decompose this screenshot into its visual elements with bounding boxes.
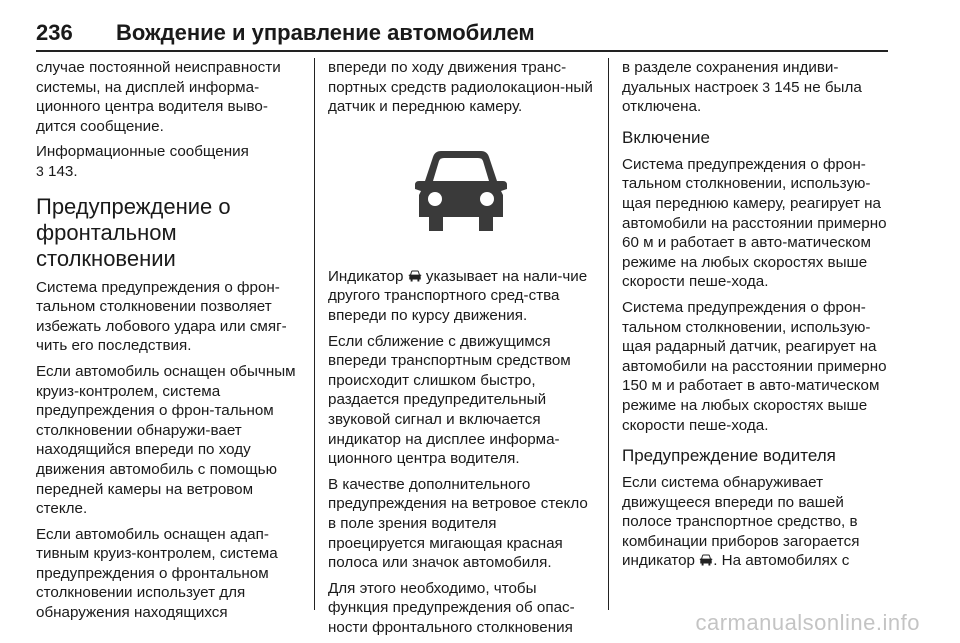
indicator-text: Индикатор — [328, 267, 404, 285]
paragraph-crossref — [622, 58, 888, 117]
column-divider — [608, 58, 609, 610]
car-front-icon — [408, 270, 422, 282]
crossref-text: в разделе сохранения индиви-дуальных настроек — [622, 59, 839, 96]
indicator-text: указывает на нали-чие другого транспортного сред-ства впереди по курсу движения. — [328, 267, 588, 324]
paragraph: Если автомобиль оснащен обычным круиз-контролем, система предупреждения о фрон-тальном столкновении обнаружи-вает находящийся впереди по ходу движения автомобиль с помощью передней камеры на ветровом стекле. — [36, 362, 296, 518]
paragraph: Для этого необходимо, чтобы функция предупреждения об опас-ности фронтального столкновения — [328, 579, 575, 636]
page-number: 236 — [36, 20, 73, 45]
subsection-heading: Включение — [622, 127, 710, 147]
column-right — [622, 58, 888, 577]
paragraph: В качестве дополнительного предупреждения на ветровое стекло в поле зрения водителя проецируется мигающая красная полоса или значок автомобиля. — [328, 475, 588, 572]
vehicle-ahead-indicator-illustration — [328, 131, 594, 251]
crossref-text: Информационные сообщения — [36, 143, 249, 161]
column-left — [36, 58, 302, 629]
indicator-text: . На автомобилях с — [713, 552, 850, 570]
page-header — [36, 20, 888, 52]
paragraph: Система предупреждения о фрон-тальном столкновении, использую-щая радарный датчик, реагирует на автомобили на расстоянии примерно 150 м и работает в авто-матическом режиме на любых скоростях выше скорости пеше-хода. — [622, 298, 887, 434]
watermark: carmanualsonline.info — [695, 610, 920, 635]
indicator-text: Если система обнаруживает движущееся впереди по вашей полосе транспортное средство, в комбинации приборов загорается индикатор — [622, 474, 860, 570]
paragraph: Если сближение с движущимся впереди транспортным средством происходит слишком быстро, раздается предупредительный звуковой сигнал и включается индикатор на дисплее информа-ционного центра водителя. — [328, 332, 571, 468]
crossref-page: 143. — [43, 162, 78, 180]
page-title: Вождение и управление автомобилем — [116, 20, 535, 45]
column-divider — [314, 58, 315, 610]
car-front-icon — [699, 554, 713, 566]
subsection-heading: Предупреждение водителя — [622, 446, 836, 466]
paragraph-crossref — [36, 142, 302, 181]
paragraph: Если автомобиль оснащен адап-тивным круиз-контролем, система предупреждения о фронтальном столкновении использует для обнаружения находящихся — [36, 525, 278, 622]
paragraph-indicator — [328, 267, 594, 326]
paragraph: случае постоянной неисправности системы, на дисплей информа-ционного центра водителя выво-дится сообщение. — [36, 59, 281, 135]
paragraph: Система предупреждения о фрон-тальном столкновении позволяет избежать лобового удара или смяг-чить его последствия. — [36, 278, 287, 355]
paragraph: впереди по ходу движения транс-портных средств радиолокацион-ный датчик и переднюю камеру. — [328, 59, 593, 116]
car-front-icon — [411, 147, 511, 235]
section-heading: Предупреждение о фронтальном столкновении — [36, 193, 231, 271]
crossref-page: 145 не была отключена. — [622, 78, 862, 116]
paragraph-indicator — [622, 473, 888, 571]
page-ref-arrow-icon: 3 — [762, 78, 771, 95]
paragraph: Система предупреждения о фрон-тальном столкновении, использую-щая переднюю камеру, реагирует на автомобили на расстоянии примерно 60 м и работает в авто-матическом режиме на любых скоростях выше скорости пеше-хода. — [622, 155, 887, 291]
column-middle — [328, 58, 594, 643]
page-ref-arrow-icon: 3 — [36, 162, 44, 179]
